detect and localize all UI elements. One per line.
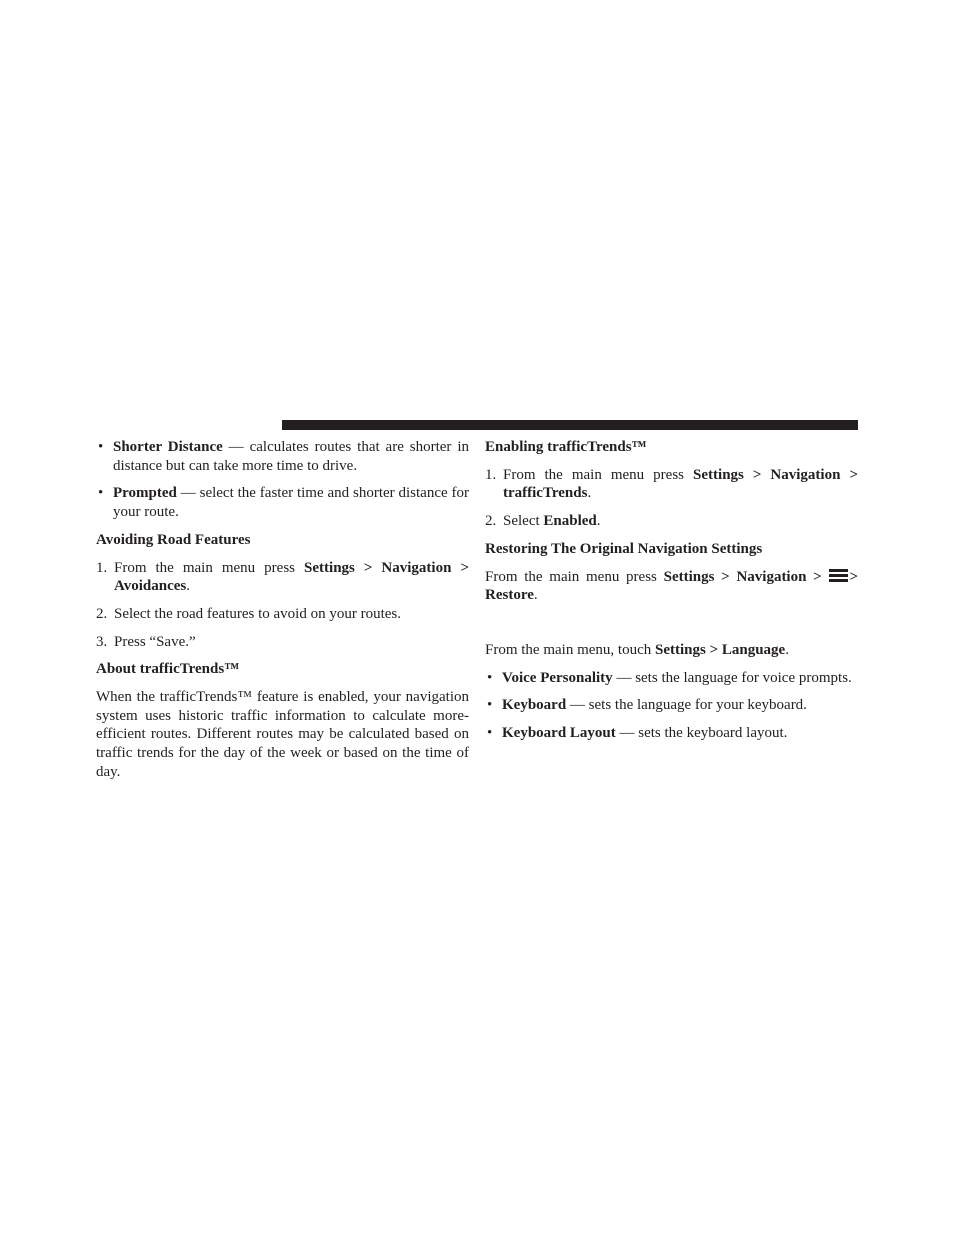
option-description: — sets the language for your keyboard.	[566, 697, 807, 714]
step-text: Select	[503, 513, 544, 530]
language-intro	[485, 641, 858, 660]
right-column	[485, 438, 858, 752]
step-item	[485, 512, 858, 531]
menu-path: Settings > Navigation >	[663, 568, 822, 585]
step-text: From the main menu press	[503, 466, 694, 483]
step-item	[96, 605, 469, 624]
step-text: .	[596, 513, 601, 530]
option-label: Keyboard Layout	[502, 725, 616, 742]
step-item	[96, 559, 469, 596]
step-text: .	[186, 578, 190, 595]
section-heading-enabling: Enabling trafficTrends™	[485, 439, 647, 455]
bullet-icon: •	[98, 485, 104, 502]
step-number: 3.	[96, 633, 108, 650]
section-header-bar	[282, 420, 858, 430]
left-column	[96, 438, 469, 791]
about-traffictrends-body: When the trafficTrends™ feature is enabled, your navigation system uses historic traffic information to calculate more-efficient routes. Different routes may be calculated based on traffic trends for the day of the week or based on the time of day.	[96, 689, 469, 780]
list-item	[485, 724, 858, 743]
menu-path: Settings > Navigation > trafficTrends	[503, 466, 858, 502]
step-number: 1.	[96, 559, 108, 576]
body-text: .	[533, 587, 538, 604]
step-item	[96, 633, 469, 652]
section-heading-avoiding: Avoiding Road Features	[96, 531, 251, 548]
body-text: From the main menu, touch	[485, 641, 655, 658]
bullet-icon: •	[487, 669, 493, 686]
option-description: — select the faster time and shorter distance for your route.	[113, 485, 469, 521]
step-text: Select the road features to avoid on your routes.	[114, 605, 401, 622]
section-heading-about-traffictrends: About trafficTrends™	[96, 661, 240, 678]
option-label: Voice Personality	[502, 669, 613, 686]
step-text: Press “Save.”	[114, 633, 196, 650]
list-item	[485, 696, 858, 715]
option-label: Shorter Distance	[113, 439, 223, 455]
list-item	[96, 484, 469, 521]
body-text: .	[785, 641, 789, 658]
bullet-icon: •	[487, 725, 493, 742]
option-description: — sets the language for voice prompts.	[612, 669, 852, 686]
restoring-body	[485, 568, 858, 605]
menu-path: Settings > Navigation > Avoidances	[114, 559, 469, 595]
step-number: 2.	[96, 605, 108, 622]
menu-path: > Restore	[485, 568, 859, 604]
step-number: 1.	[485, 466, 497, 483]
option-label: Prompted	[113, 485, 177, 502]
list-item	[96, 438, 469, 475]
list-item	[485, 669, 858, 688]
section-heading-restoring: Restoring The Original Navigation Settings	[485, 540, 763, 557]
option-label: Enabled	[543, 513, 597, 530]
step-item	[485, 466, 858, 503]
option-description: — sets the keyboard layout.	[615, 725, 788, 742]
step-text: .	[587, 485, 592, 502]
body-text: From the main menu press	[485, 568, 664, 585]
bullet-icon: •	[487, 697, 493, 714]
bullet-icon: •	[98, 439, 104, 455]
step-number: 2.	[485, 513, 497, 530]
menu-path: Settings > Language	[654, 641, 786, 658]
step-text: From the main menu press	[114, 559, 305, 576]
option-description: — calculates routes that are shorter in distance but can take more time to drive.	[113, 439, 469, 474]
option-label: Keyboard	[502, 697, 567, 714]
menu-icon	[829, 569, 848, 582]
